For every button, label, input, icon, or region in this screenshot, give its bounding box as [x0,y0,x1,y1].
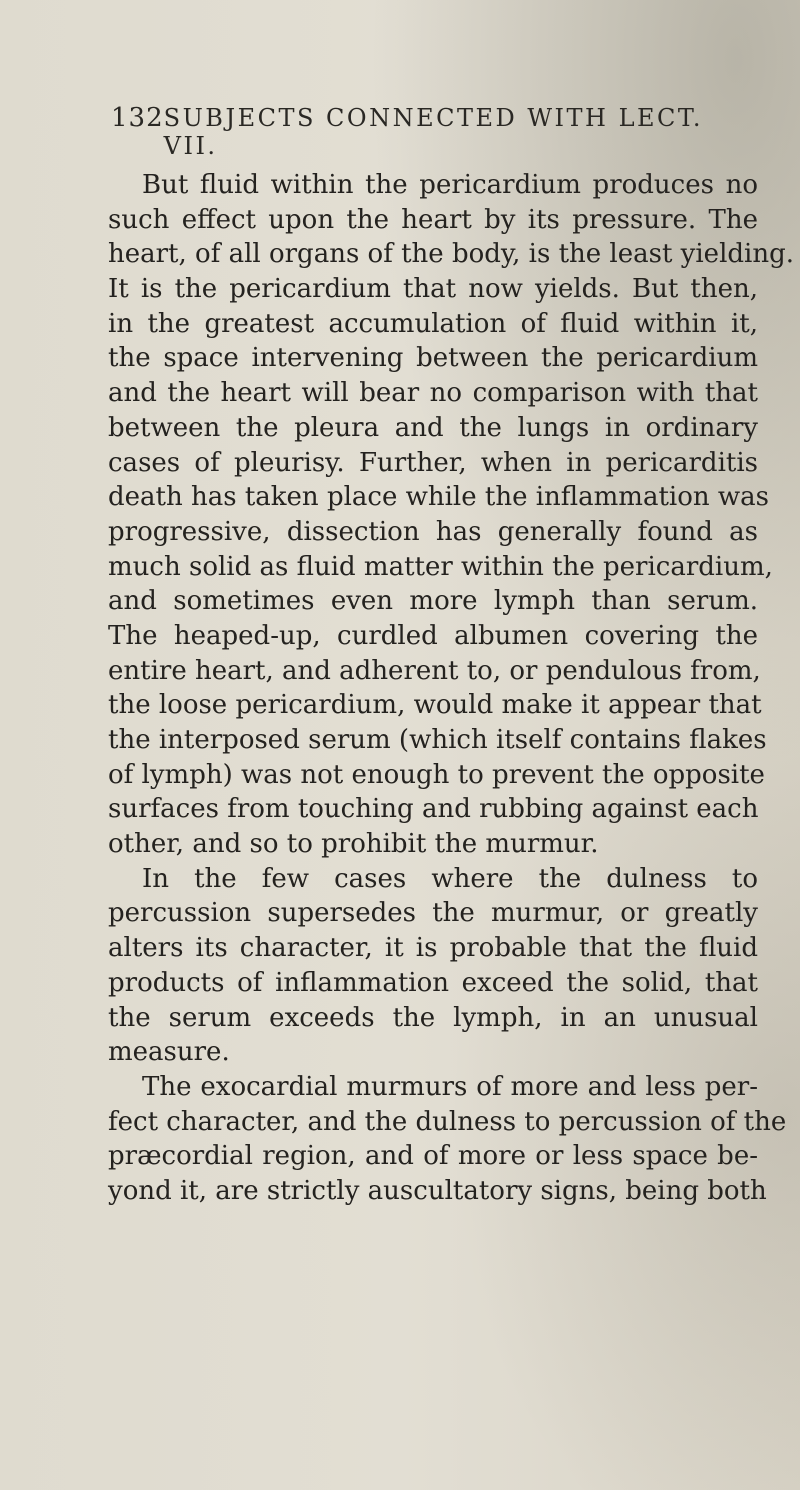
text-line: yond it, are strictly auscultatory signs, being both [108,1175,767,1206]
text-line: the serum exceeds the lymph, in an unusual [108,1002,758,1033]
text-line: fect character, and the dulness to percussion of the [108,1106,787,1137]
text-line: But fluid within the pericardium produces no [142,170,758,200]
text-line: the interposed serum (which itself contains flakes [108,725,767,755]
text-line: and the heart will bear no comparison with that [108,378,758,409]
text-line: The heaped-up, curdled albumen covering the [108,620,758,651]
text-line: measure. [108,1037,230,1068]
body-text [108,168,794,1209]
text-line: of lymph) was not enough to prevent the opposite [108,759,765,790]
text-line: præcordial region, and of more or less space be- [108,1141,758,1172]
text-line: surfaces from touching and rubbing against each [108,794,759,825]
page-number: 132 [111,103,164,133]
text-line: heart, of all organs of the body, is the least yielding. [108,239,794,270]
running-head [111,103,761,160]
text-line: alters its character, it is probable that the fluid [108,933,758,964]
text-line: much solid as fluid matter within the pericardium, [108,551,773,582]
text-line: other, and so to prohibit the murmur. [108,829,599,860]
text-line: The exocardial murmurs of more and less per- [142,1071,758,1102]
text-line: in the greatest accumulation of fluid within it, [108,308,758,339]
text-line: the loose pericardium, would make it appear that [108,690,762,721]
text-line: cases of pleurisy. Further, when in pericarditis [108,447,758,478]
text-line: such effect upon the heart by its pressure. The [108,204,758,235]
text-line: and sometimes even more lymph than serum. [108,586,758,617]
text-line: In the few cases where the dulness to [142,863,758,894]
text-line: percussion supersedes the murmur, or greatly [108,898,758,929]
text-line: progressive, dissection has generally found as [108,516,758,547]
text-line: death has taken place while the inflammation was [108,482,769,513]
running-head-title: SUBJECTS CONNECTED WITH LECT. VII. [163,104,703,160]
text-line: between the pleura and the lungs in ordinary [108,412,758,443]
text-line: It is the pericardium that now yields. But then, [108,274,758,305]
text-line: the space intervening between the pericardium [108,343,758,374]
text-line: products of inflammation exceed the solid, that [108,967,758,998]
text-line: entire heart, and adherent to, or pendulous from, [108,655,761,686]
